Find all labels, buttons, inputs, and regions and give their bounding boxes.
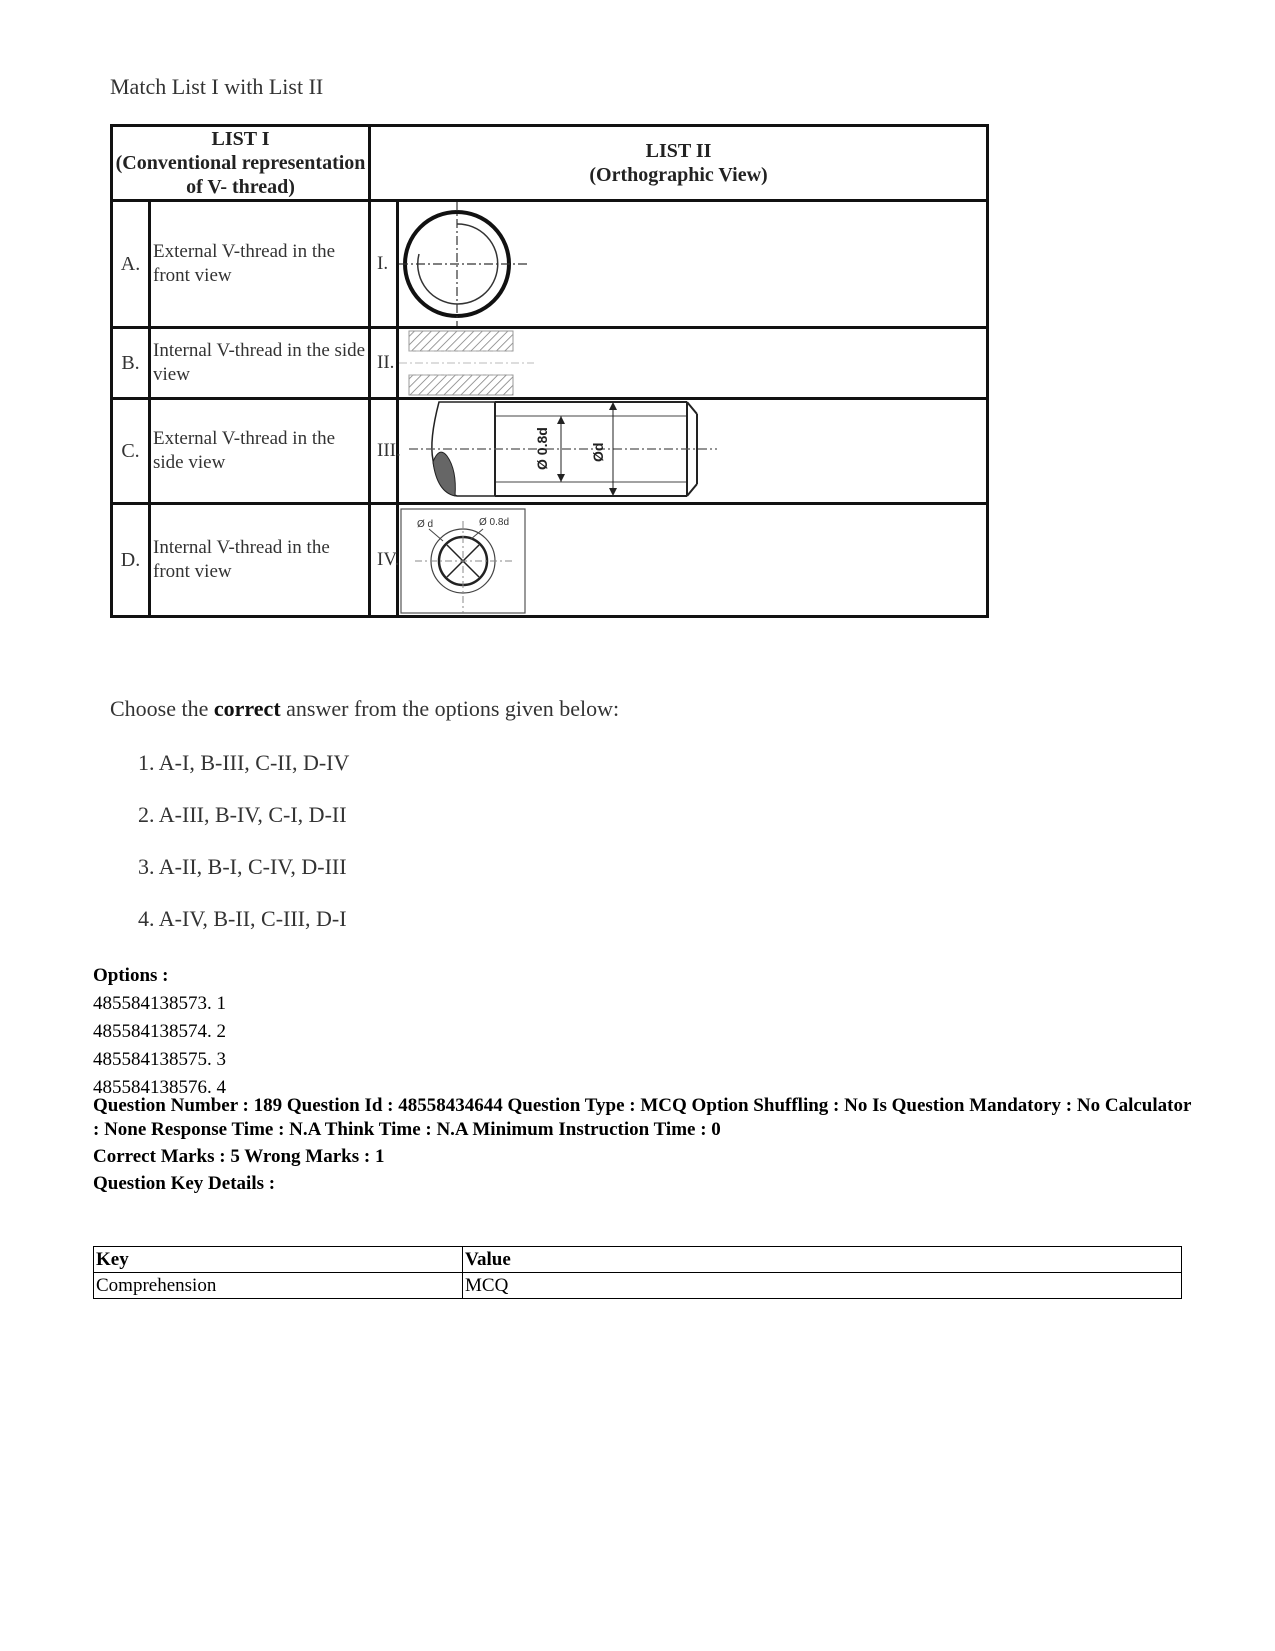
list2-title: LIST II <box>645 140 712 162</box>
list1-subtitle-1: (Conventional representation <box>115 152 366 174</box>
answer-choice: 3. A-II, B-I, C-IV, D-III <box>138 854 347 879</box>
question-meta-line: Question Number : 189 Question Id : 48558434644 Question Type : MCQ Option Shuffling : No Is Question Mandatory : No Calculator : None Response Time : N.A Think Time : N.A Minimum Instruction Time : 0 <box>93 1095 1192 1140</box>
row-letter: A. <box>112 201 150 328</box>
key-details-label: Question Key Details : <box>93 1173 276 1194</box>
options-list <box>93 962 226 1102</box>
figure-iv <box>398 504 988 617</box>
row-roman: II. <box>370 328 398 399</box>
list1-header <box>112 126 370 201</box>
dia-08d-label: Ø 0.8d <box>534 427 551 470</box>
row-description: Internal V-thread in the front view <box>150 504 370 617</box>
option-item: 485584138573. 1 <box>93 993 226 1014</box>
row-letter: C. <box>112 399 150 504</box>
row-roman: I. <box>370 201 398 328</box>
row-description: Internal V-thread in the side view <box>150 328 370 399</box>
option-item: 485584138574. 2 <box>93 1021 226 1042</box>
row-roman: III. <box>370 399 398 504</box>
question-image <box>90 60 990 960</box>
list1-title: LIST I <box>211 128 270 150</box>
answer-choice: 4. A-IV, B-II, C-III, D-I <box>138 906 347 931</box>
question-meta <box>93 1094 1193 1199</box>
row-description: External V-thread in the side view <box>150 399 370 504</box>
option-item: 485584138575. 3 <box>93 1049 226 1070</box>
iv-d-label: Ø d <box>417 519 434 530</box>
table-row <box>94 1273 1182 1299</box>
key-header: Key <box>94 1247 463 1273</box>
row-description: External V-thread in the front view <box>150 201 370 328</box>
match-row <box>112 504 988 617</box>
match-row <box>112 201 988 328</box>
list2-subtitle: (Orthographic View) <box>589 164 768 186</box>
question-intro: Match List I with List II <box>110 74 324 99</box>
options-header: Options : <box>93 965 169 986</box>
key-table <box>93 1246 1182 1299</box>
option-item: 485584138576. 4 <box>93 1077 226 1098</box>
iv-08d-label: Ø 0.8d <box>479 517 510 528</box>
value-cell: MCQ <box>463 1273 1182 1299</box>
match-table <box>110 124 989 618</box>
figure-ii <box>398 328 988 399</box>
key-cell: Comprehension <box>94 1273 463 1299</box>
match-row <box>112 399 988 504</box>
figure-i <box>398 201 988 328</box>
answer-choice: 1. A-I, B-III, C-II, D-IV <box>138 750 350 775</box>
choose-suffix: answer from the options given below: <box>280 696 620 721</box>
list2-header <box>370 126 988 201</box>
dia-d-label: Ød <box>590 442 607 462</box>
choose-prefix: Choose the <box>110 696 214 721</box>
row-letter: B. <box>112 328 150 399</box>
row-letter: D. <box>112 504 150 617</box>
value-header: Value <box>463 1247 1182 1273</box>
row-roman: IV. <box>370 504 398 617</box>
answer-choice: 2. A-III, B-IV, C-I, D-II <box>138 802 347 827</box>
choose-instruction <box>110 696 619 722</box>
match-row <box>112 328 988 399</box>
figure-iii <box>398 399 988 504</box>
choose-bold: correct <box>213 696 281 721</box>
marks-line: Correct Marks : 5 Wrong Marks : 1 <box>93 1146 385 1167</box>
key-table-header <box>94 1247 1182 1273</box>
list1-subtitle-2: of V- thread) <box>186 176 295 198</box>
